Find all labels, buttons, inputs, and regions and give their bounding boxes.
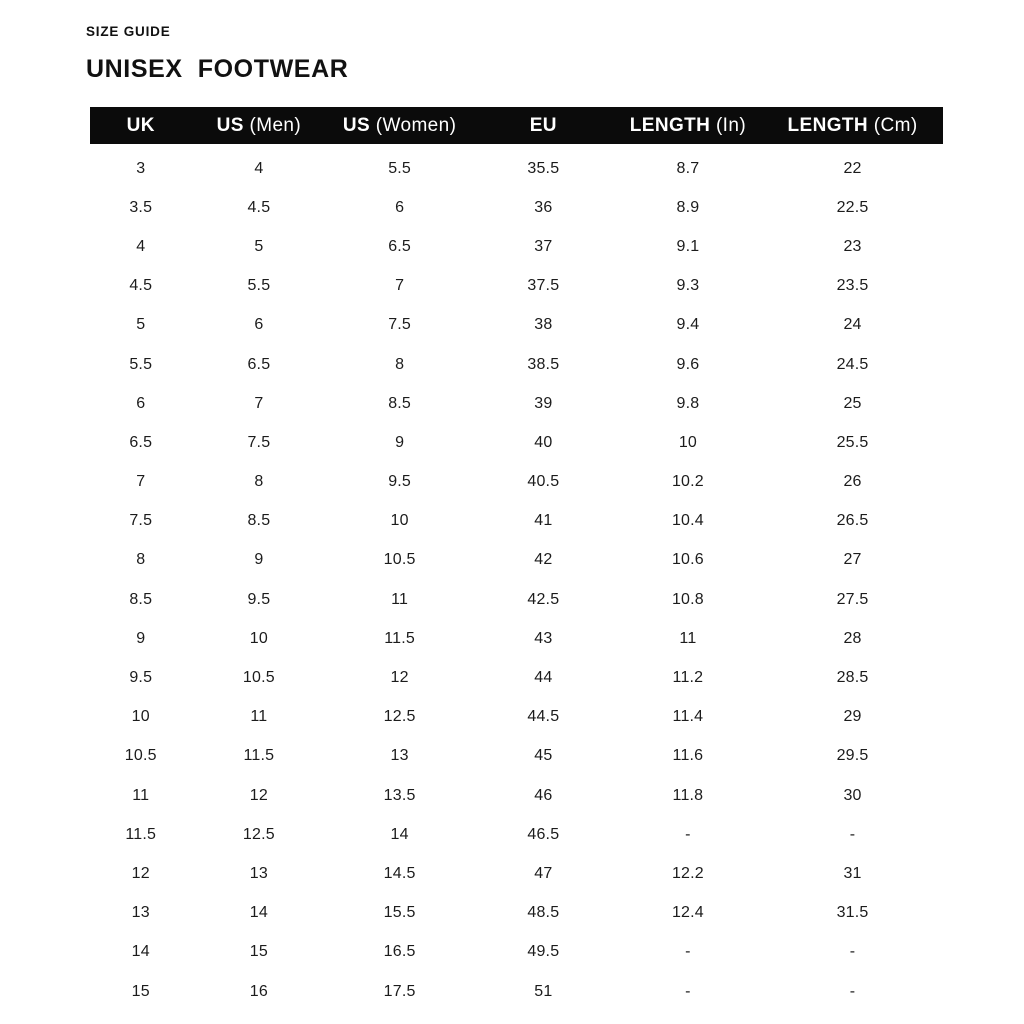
column-header-eu [473, 107, 614, 144]
column-header-unit: (Women) [375, 114, 457, 136]
size-cell-eu: 45 [534, 747, 553, 765]
size-cell-length-in: 11.4 [672, 708, 704, 726]
size-cell-eu: 40 [534, 433, 553, 451]
size-cell-us-men: 9 [254, 551, 264, 569]
column-header-uk [90, 107, 192, 144]
size-cell-uk: 8 [136, 551, 146, 569]
size-cell-us-men: 5 [254, 237, 264, 255]
size-cell-length-in: 10.2 [671, 473, 704, 491]
size-cell-length-cm: 26.5 [836, 512, 869, 530]
size-cell-uk: 11 [132, 786, 150, 804]
column-header-unit: (Cm) [873, 114, 918, 136]
size-cell-us-women: 5.5 [388, 159, 412, 177]
size-cell-length-in: 11.2 [672, 669, 704, 687]
table-row [90, 188, 943, 227]
size-cell-uk: 3.5 [129, 198, 153, 216]
size-cell-length-cm: 27.5 [836, 590, 869, 608]
size-cell-us-women: 12.5 [383, 708, 416, 726]
size-cell-us-women: 7 [395, 277, 405, 295]
size-cell-eu: 47 [534, 864, 553, 882]
size-cell-eu: 49.5 [527, 943, 560, 961]
size-cell-us-women: 15.5 [383, 904, 416, 922]
size-cell-length-in: 10.8 [671, 590, 704, 608]
size-cell-us-men: 7.5 [247, 433, 271, 451]
size-cell-us-women: 9 [395, 433, 405, 451]
table-row [90, 267, 943, 306]
table-row [90, 502, 943, 541]
table-row [90, 619, 943, 658]
size-cell-us-women: 11.5 [384, 629, 415, 647]
table-row [90, 541, 943, 580]
size-cell-us-men: 5.5 [247, 277, 271, 295]
size-cell-length-in: 10 [678, 433, 698, 451]
size-cell-uk: 10.5 [124, 747, 157, 765]
size-cell-eu: 46 [534, 786, 553, 804]
size-cell-length-in: 8.7 [676, 159, 700, 177]
size-cell-us-men: 10.5 [242, 669, 275, 687]
table-row [90, 144, 943, 188]
size-cell-us-women: 12 [390, 669, 409, 687]
column-header-bold: LENGTH [787, 114, 869, 136]
size-cell-eu: 44 [534, 669, 553, 687]
table-row [90, 423, 943, 462]
size-cell-eu: 38.5 [527, 355, 560, 373]
size-table-header [90, 107, 943, 144]
size-cell-length-in: 10.4 [671, 512, 704, 530]
size-cell-length-cm: 29.5 [836, 747, 869, 765]
size-cell-uk: 9.5 [129, 669, 153, 687]
size-cell-us-women: 6.5 [388, 237, 412, 255]
column-header-bold: EU [529, 114, 557, 136]
column-header-us-women [326, 107, 473, 144]
size-cell-us-men: 4 [254, 159, 264, 177]
size-cell-us-women: 17.5 [383, 982, 416, 1000]
size-cell-length-in: 11 [679, 629, 697, 647]
size-conversion-table [90, 107, 943, 1011]
size-cell-us-women: 7.5 [388, 316, 412, 334]
size-cell-us-men: 8 [254, 473, 264, 491]
size-cell-uk: 3 [136, 159, 146, 177]
table-row [90, 463, 943, 502]
size-cell-us-men: 16 [249, 982, 268, 1000]
size-cell-length-in: 12.2 [671, 864, 704, 882]
size-cell-length-cm: 26 [843, 473, 862, 491]
table-row [90, 894, 943, 933]
size-cell-length-cm: 24 [843, 316, 862, 334]
column-header-bold: UK [126, 114, 155, 136]
size-cell-length-in: 9.6 [676, 355, 700, 373]
size-cell-eu: 37.5 [527, 277, 560, 295]
size-cell-uk: 6.5 [129, 433, 153, 451]
size-cell-eu: 51 [534, 982, 553, 1000]
size-cell-us-men: 12.5 [242, 825, 275, 843]
size-cell-us-women: 6 [395, 198, 405, 216]
column-header-bold: LENGTH [629, 114, 711, 136]
size-table-body [90, 144, 943, 1011]
size-cell-eu: 36 [534, 198, 553, 216]
size-cell-uk: 4.5 [129, 277, 153, 295]
size-cell-uk: 10 [131, 708, 150, 726]
size-cell-uk: 4 [136, 237, 146, 255]
column-header-length-cm [762, 107, 943, 144]
column-header-bold: US [216, 114, 244, 136]
table-row [90, 776, 943, 815]
size-cell-us-men: 11.5 [243, 747, 275, 765]
size-cell-length-cm: - [849, 943, 856, 961]
size-cell-length-cm: 23 [843, 237, 862, 255]
size-cell-eu: 43 [534, 629, 553, 647]
size-cell-length-cm: 25.5 [836, 433, 869, 451]
size-cell-us-women: 11 [391, 590, 409, 608]
size-cell-eu: 39 [534, 394, 553, 412]
size-cell-eu: 35.5 [527, 159, 560, 177]
size-cell-us-men: 10 [249, 629, 268, 647]
size-cell-eu: 38 [534, 316, 553, 334]
size-cell-length-cm: 28 [843, 629, 862, 647]
size-cell-length-in: 10.6 [671, 551, 704, 569]
size-cell-length-cm: - [849, 982, 856, 1000]
table-row [90, 698, 943, 737]
size-cell-uk: 6 [136, 394, 146, 412]
size-cell-us-women: 13.5 [383, 786, 416, 804]
size-cell-uk: 13 [131, 904, 150, 922]
size-cell-length-cm: 27 [843, 551, 862, 569]
size-cell-us-women: 14 [390, 825, 409, 843]
size-cell-eu: 42 [534, 551, 553, 569]
size-cell-us-men: 9.5 [247, 590, 271, 608]
size-cell-length-in: 11.6 [672, 747, 704, 765]
size-cell-length-cm: 25 [843, 394, 862, 412]
table-row [90, 306, 943, 345]
table-row [90, 384, 943, 423]
size-cell-length-cm: 31 [843, 864, 862, 882]
size-cell-eu: 41 [534, 512, 553, 530]
size-cell-uk: 9 [136, 629, 146, 647]
size-cell-eu: 44.5 [527, 708, 560, 726]
column-header-length-in [614, 107, 762, 144]
size-cell-length-cm: 31.5 [836, 904, 869, 922]
size-cell-length-cm: 28.5 [836, 669, 869, 687]
size-guide-label: SIZE GUIDE [86, 24, 171, 39]
size-cell-length-cm: 22.5 [836, 198, 869, 216]
size-cell-us-men: 11 [250, 708, 268, 726]
size-cell-us-women: 14.5 [383, 864, 416, 882]
size-cell-us-women: 10 [390, 512, 409, 530]
size-cell-eu: 48.5 [527, 904, 560, 922]
size-cell-length-in: 8.9 [676, 198, 700, 216]
size-cell-us-men: 15 [249, 943, 268, 961]
header-row [90, 107, 943, 144]
size-cell-us-women: 8 [395, 355, 405, 373]
size-cell-length-cm: 24.5 [836, 355, 869, 373]
page-title: UNISEX FOOTWEAR [86, 55, 349, 83]
size-cell-length-in: - [685, 825, 691, 843]
size-cell-us-women: 16.5 [383, 943, 416, 961]
column-header-us-men [192, 107, 327, 144]
table-row [90, 345, 943, 384]
size-cell-uk: 5.5 [129, 355, 153, 373]
size-cell-length-in: 11.8 [672, 786, 704, 804]
size-cell-us-men: 12 [249, 786, 268, 804]
size-cell-us-women: 9.5 [388, 473, 412, 491]
size-cell-eu: 42.5 [527, 590, 560, 608]
size-cell-length-cm: 22 [843, 159, 862, 177]
table-row [90, 580, 943, 619]
table-row [90, 854, 943, 893]
size-cell-us-men: 6 [254, 316, 264, 334]
size-cell-uk: 7 [136, 473, 146, 491]
size-cell-length-cm: 29 [843, 708, 862, 726]
column-header-bold: US [342, 114, 371, 136]
column-header-unit: (In) [715, 114, 747, 136]
table-row [90, 972, 943, 1011]
size-cell-us-men: 13 [249, 864, 268, 882]
size-cell-length-in: 9.1 [676, 237, 700, 255]
column-header-unit: (Men) [249, 114, 302, 136]
size-cell-uk: 7.5 [129, 512, 153, 530]
size-cell-length-in: - [685, 982, 691, 1000]
size-cell-eu: 37 [534, 237, 553, 255]
size-cell-length-in: 9.4 [676, 316, 700, 334]
size-cell-length-cm: 23.5 [836, 277, 869, 295]
size-cell-us-men: 14 [249, 904, 268, 922]
table-row [90, 815, 943, 854]
size-cell-eu: 40.5 [527, 473, 560, 491]
table-row [90, 658, 943, 697]
size-cell-eu: 46.5 [527, 825, 560, 843]
size-cell-us-men: 7 [254, 394, 264, 412]
size-cell-length-in: 9.3 [676, 277, 700, 295]
table-row [90, 737, 943, 776]
size-cell-uk: 5 [136, 316, 146, 334]
size-cell-us-women: 13 [390, 747, 409, 765]
size-cell-length-cm: 30 [843, 786, 862, 804]
table-row [90, 933, 943, 972]
size-cell-us-men: 4.5 [247, 198, 271, 216]
size-cell-length-cm: - [849, 825, 856, 843]
table-row [90, 227, 943, 266]
size-cell-us-women: 8.5 [388, 394, 412, 412]
size-cell-length-in: 9.8 [676, 394, 700, 412]
size-cell-uk: 15 [131, 982, 150, 1000]
size-cell-length-in: - [685, 943, 691, 961]
size-cell-uk: 14 [131, 943, 150, 961]
size-cell-uk: 11.5 [125, 825, 157, 843]
size-cell-us-men: 6.5 [247, 355, 271, 373]
size-cell-us-women: 10.5 [383, 551, 416, 569]
size-cell-uk: 8.5 [129, 590, 153, 608]
size-cell-uk: 12 [131, 864, 150, 882]
size-cell-length-in: 12.4 [671, 904, 704, 922]
size-cell-us-men: 8.5 [247, 512, 271, 530]
